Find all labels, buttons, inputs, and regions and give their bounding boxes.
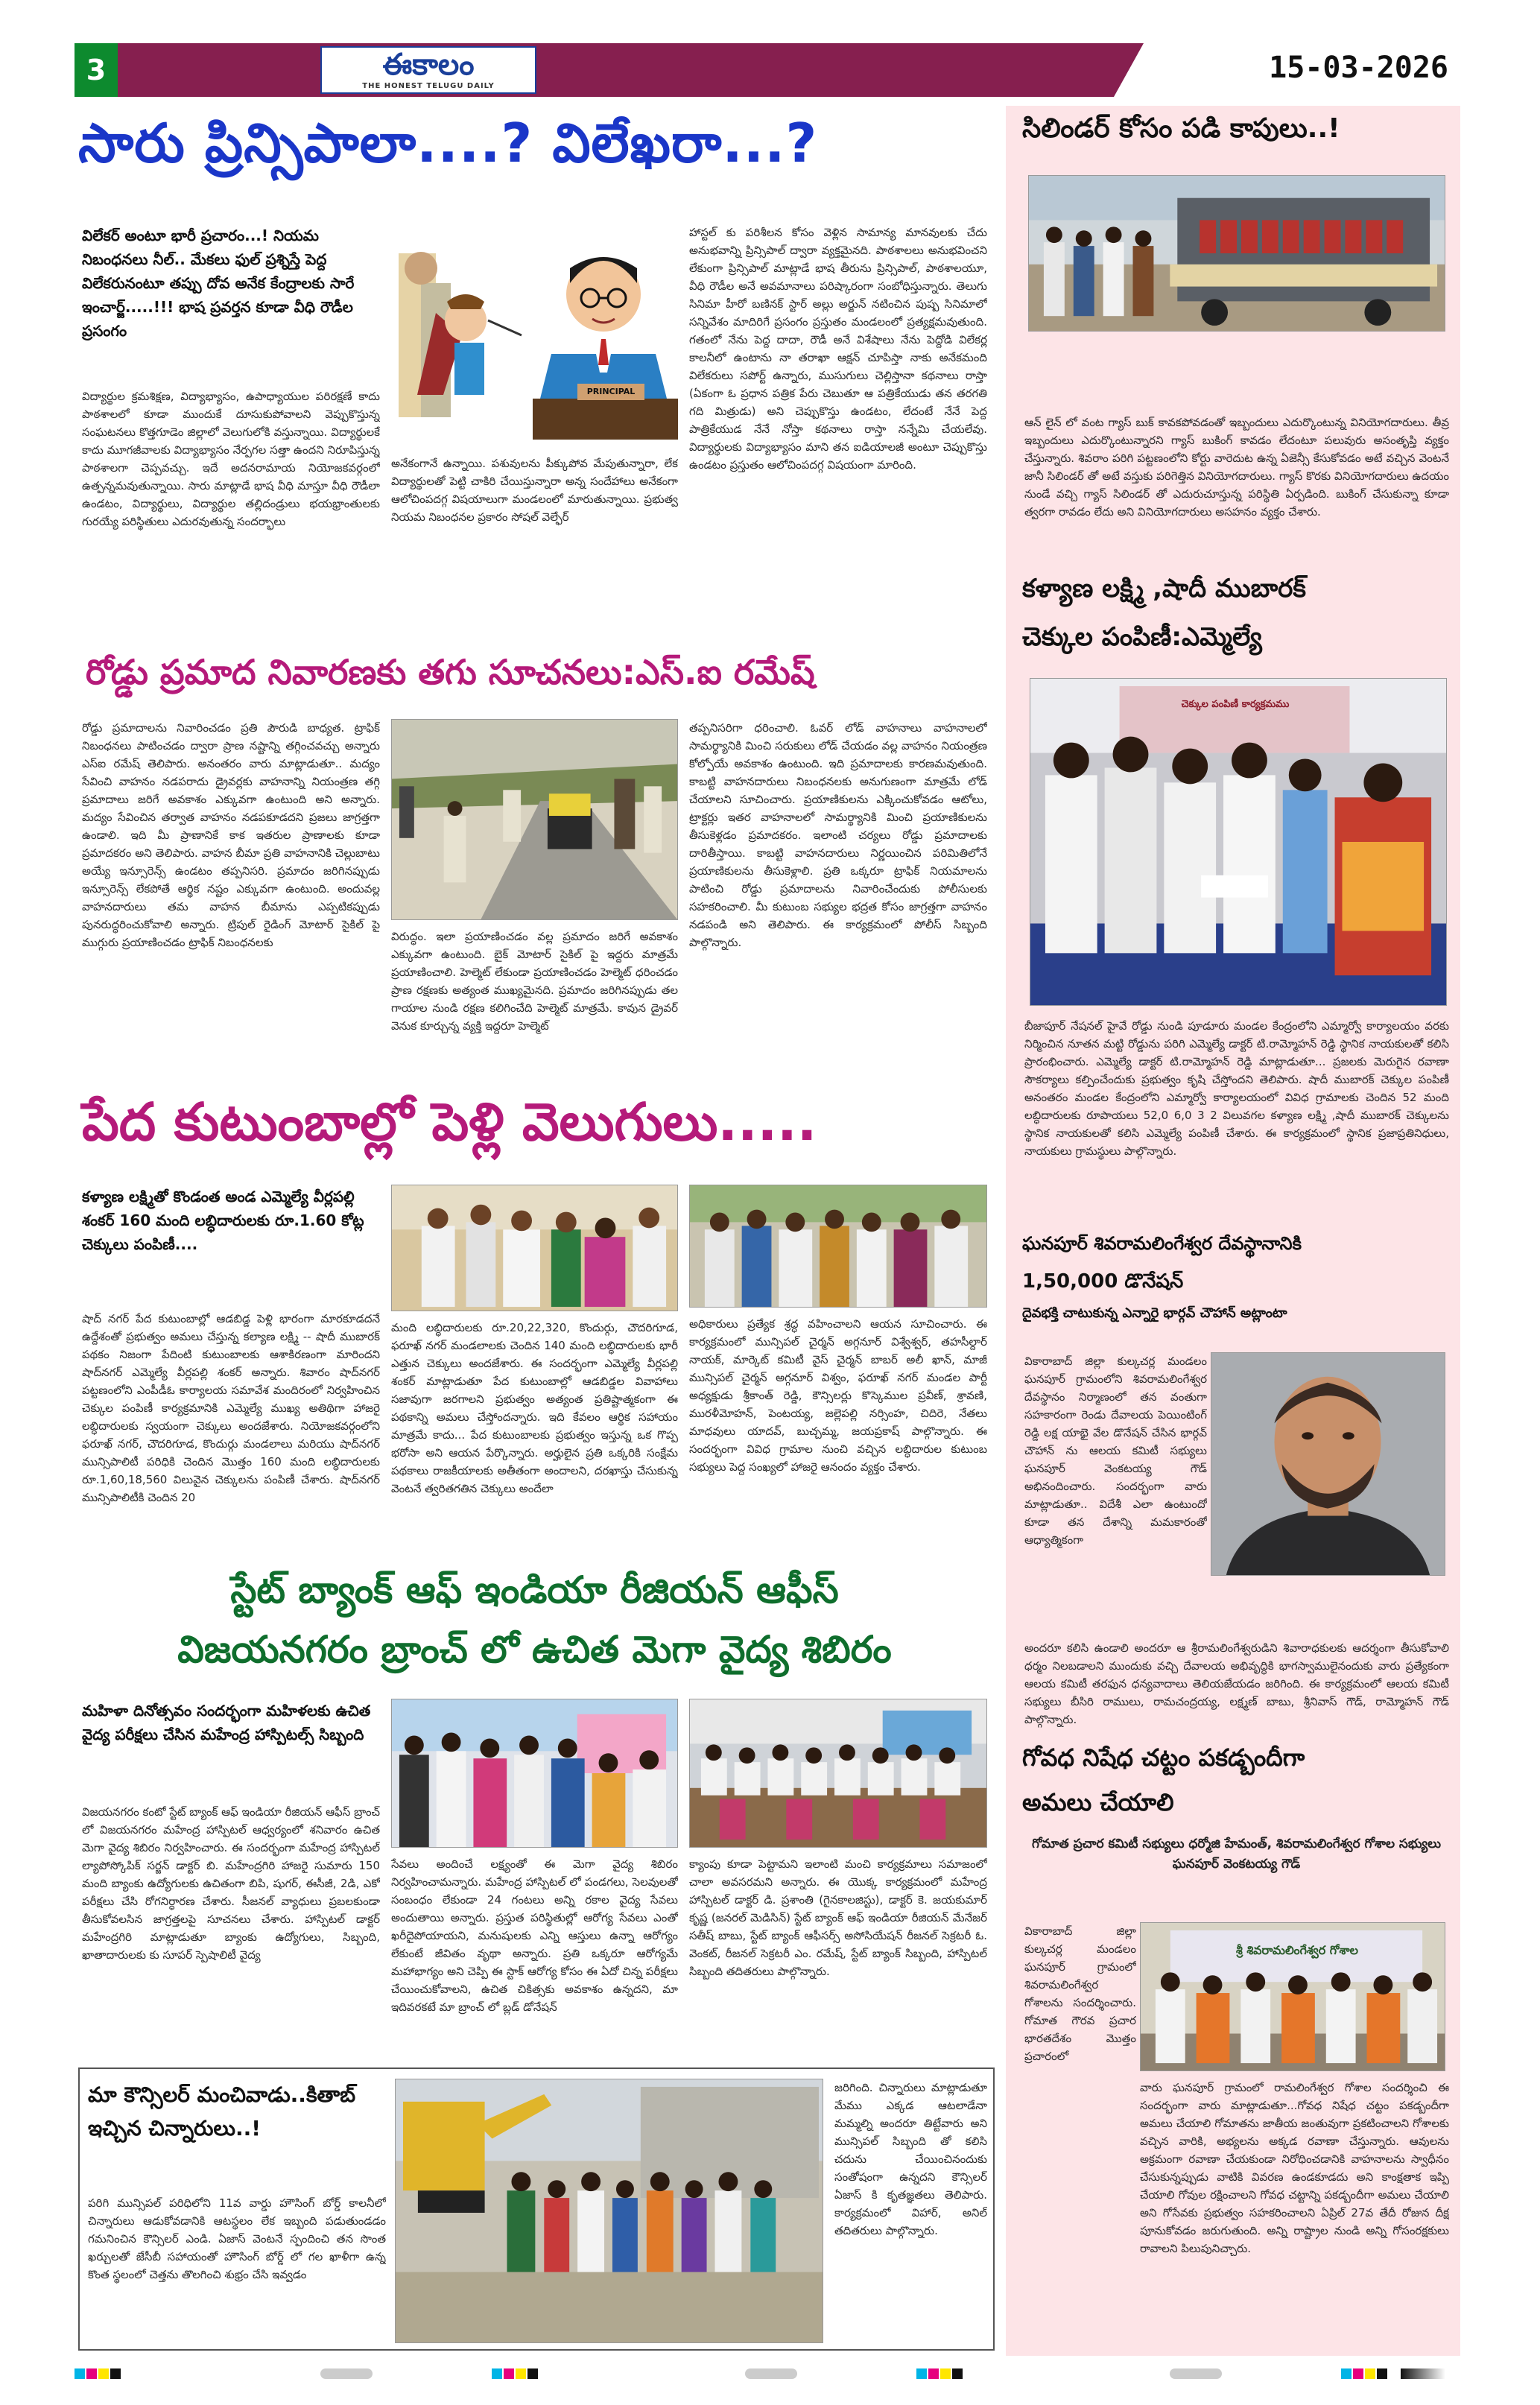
story8-subhead: గోమాత ప్రచార కమిటీ సభ్యులు ధర్మోజి హేమంత్, శివరామలింగేశ్వర గోశాల సభ్యులు ఘనపూర్ వెంకటయ్య గౌడ్ bbox=[1031, 1837, 1442, 1872]
story1-lead: విలేకర్ అంటూ భారీ ప్రచారం...! నియమ నిబంధనలు నీల్.. మేకలు ఫుల్ ప్రశ్నిస్తే పెద్ద విలేకరునంటూ తప్పు దోవ అనేక కేంద్రాలకు సారే ఇంచార్జ్.....!!! భాష ప్రవర్తన కూడా వీధి రౌడీల ప్రసంగం bbox=[82, 226, 355, 340]
story9-col2: జరిగింది. చిన్నారులు మాట్లాడుతూ మేము ఎక్కడ ఆటలాడేనా మమ్మల్ని అందరూ తిట్టేవారు అని మున్సిపల్ సిబ్బంది తో కలిసి చదును చేయించినందుకు సంతోషంగా ఉన్నదని కౌన్సిలర్ ఏజాస్ కి కృతజ్ఞతలు తెలిపారు. కార్యక్రమంలో విహార్, అనిల్ తదితరులు పాల్గొన్నారు. bbox=[834, 2081, 987, 2237]
story8-col: వికారాబాద్ జిల్లా కుల్కచర్ల మండలం ఘనపూర్ గ్రామంలో శివరామలింగేశ్వర గోశాలను సందర్శించారు. గోమాత గౌరవ ప్రచార భారతదేశం మొత్తం ప్రచారంలో bbox=[1024, 1924, 1136, 2063]
story1-col2: అనేకంగానే ఉన్నాయి. పశువులను పీక్కుపోవ మేపుతున్నారా, లేక విద్యార్థులతో పెట్టి చాకిరి చేయిస్తున్నారా అన్న సందేహాలు అనేకంగా ఆలోచింపదగ్గ విషయాలుగా మండలంలో మారుతున్నాయి. ప్రభుత్వ నియమ నిబంధనల ప్రకారం సోషల్ వెల్ఫేర్ bbox=[391, 457, 678, 524]
footer-color-bar bbox=[75, 2366, 1460, 2382]
story4-col1: రోడ్డు ప్రమాదాలను నివారించడం ప్రతి పౌరుడి బాధ్యత. ట్రాఫిక్ నిబంధనలు పాటించడం ద్వారా ప్రాణ నష్టాన్ని తగ్గించవచ్చు అన్నారు ఎస్ఐ రమేష్ తెలిపారు. అనంతరం వారు మాట్లాడుతూ.. మద్యం సేవించి వాహనం నడపరాదు డ్రైవర్లకు వాహనాన్ని నియంత్రణ తగ్గి ప్రమాదాలు జరిగే అవకాశం ఎక్కువగా ఉంటుంది అని అన్నారు. మద్యం సేవించిన తర్వాత వాహనం నడపకూడదని ప్రజలు జాగ్రత్తగా ఉండాలి. ఇది మీ ప్రాణానికే కాక ఇతరుల ప్రాణాలకు కూడా ప్రమాదకరం అని తెలిపారు. వాహన బీమా ప్రతి వాహనానికి చెల్లుబాటు అయ్యే ఇన్సూరెన్స్ ఉండటం తప్పనిసరి. ప్రమాదం జరిగినప్పుడు ఇన్సూరెన్స్ లేకపోతే ఆర్థిక నష్టం ఎక్కువగా ఉంటుంది. అందువల్ల వాహనదారులు తమ వాహన బీమాను ఎప్పటికప్పుడు పునరుద్ధరించుకోవాలి అన్నారు. ట్రిపుల్ రైడింగ్ మోటార్ సైకిల్ పై ముగ్గురు ప్రయాణించడం ట్రాఫిక్ నిబంధనలకు bbox=[82, 721, 380, 949]
story5-headline: పేద కుటుంబాల్లో పెళ్లి వెలుగులు..... bbox=[82, 1091, 817, 1153]
logo-text: ఈకాలం bbox=[382, 48, 475, 82]
story9-headline: మా కౌన్సిలర్ మంచివాడు..కితాబ్ ఇచ్చిన చిన్నారులు..! bbox=[88, 2082, 356, 2141]
story1-illustration bbox=[391, 224, 678, 443]
page-number-box: 3 bbox=[75, 43, 118, 97]
story7-photo-1 bbox=[391, 1699, 678, 1848]
story7-headline-1: స్టేట్ బ్యాంక్ ఆఫ్ ఇండియా రీజియన్ ఆఫీస్ bbox=[230, 1568, 839, 1612]
story7-col2: సేవలు అందించే లక్ష్యంతో ఈ మెగా వైద్య శిబిరం నిర్వహించామన్నారు. మహేంద్ర హాస్పిటల్ లో పండగలు, సెలవులతో సంబంధం లేకుండా 24 గంటలు అన్ని రకాల వైద్య సేవలు అందుతాయి అన్నారు. ప్రస్తుత పరిస్థితుల్లో ఆరోగ్య సేవలు ఎంతో ఖరీదైపోయాయని, మనుషులకు ఎన్ని ఆస్తులు ఉన్నా ఆరోగ్యం లేకుంటే జీవితం వృథా అన్నారు. ప్రతి ఒక్కరూ ఆరోగ్యమే మహాభాగ్యం అని చెప్పి ఈ స్టాక్ ఆరోగ్య కోసం ఈ ఏదో చిన్న పరీక్షలు చేయించుకోవాలని, ఉచిత చికిత్సకు అవకాశం ఉన్నదని, మా ఇదివరకటే మా బ్రాంచ్ లో బ్లడ్ డోనేషన్ bbox=[391, 1857, 678, 2014]
story6-bottom: అందరూ కలిసి ఉండాలి అందరూ ఆ శ్రీరామలింగేశ్వరుడిని శివారాధకులకు ఆదర్శంగా తీసుకోవాలి ధర్మం నిలబడాలని ముందుకు వచ్చి దేవాలయ అభివృద్ధికి భాగస్వాములైనందుకు వారు ప్రత్యేకంగా ఆలయ కమిటీ తరఫున ధన్యవాదాలు తెలియజేయడం జరిగింది. ఈ కార్యక్రమంలో ఆలయ కమిటీ సభ్యులు బీసిరి రాములు, రామచంద్రయ్య, లక్ష్మణ్ బాబు, శ్రీనివాస్ గౌడ్, రామ్మోహన్ గౌడ్ పాల్గొన్నారు. bbox=[1024, 1641, 1449, 1726]
story7-photo-2 bbox=[689, 1699, 987, 1848]
story3-photo bbox=[1030, 678, 1447, 1006]
story8-photo bbox=[1140, 1922, 1445, 2071]
story3-body: బీజాపూర్ నేషనల్ హైవే రోడ్డు నుండి పూడూరు మండల కేంద్రంలోని ఎమ్మార్వో కార్యాలయం వరకు నిర్మించిన నూతన మట్టి రోడ్డును పరిగి ఎమ్మెల్యే డాక్టర్ టి.రామ్మోహన్ రెడ్డి స్థానిక నాయకులతో కలిసి ప్రారంభించారు. ఎమ్మెల్యే డాక్టర్ టి.రామ్మోహన్ రెడ్డి మాట్లాడుతూ... ప్రజలకు మెరుగైన రవాణా సౌకర్యాలు కల్పించేందుకు ప్రభుత్వం కృషి చేస్తోందని తెలిపారు. షాదీ ముబారక్ చెక్కుల పంపిణీ అనంతరం మండల కేంద్రంలోని ఎమ్మార్వో కార్యాలయంలో వివిధ గ్రామాలకు చెందిన 52 మంది లబ్ధిదారులకు రూపాయలు 52,0 6,0 3 2 విలువగల కళ్యాణ లక్ష్మి ,షాదీ ముబారక్ చెక్కులను స్థానిక నాయకులతో కలిసి ఎమ్మెల్యే పంపిణీ చేశారు. ఈ కార్యక్రమంలో స్థానిక ప్రజాప్రతినిధులు, నాయకులు గ్రామస్థులు పాల్గొన్నారు. bbox=[1024, 1019, 1449, 1158]
header-bar bbox=[75, 43, 1460, 97]
story7-headline-2: విజయనగరం బ్రాంచ్ లో ఉచిత మెగా వైద్య శిబిరం bbox=[177, 1628, 892, 1671]
story8-bottom: వారు ఘనపూర్ గ్రామంలో రామలింగేశ్వర గోశాల సందర్శించి ఈ సందర్భంగా వారు మాట్లాడుతూ...గోవధ నిషేధ చట్టం పకడ్బందీగా అమలు చేయాలి గోమాతను జాతీయ జంతువుగా ప్రకటించాలని గోశాలకు వచ్చిన వారికి, అభ్యలను అక్కడ రవాణా చేస్తున్నారు. ఆవులను అక్రమంగా రవాణా చేయకుండా నిరోధించడానికి వాహనాలను స్వాధీనం చేసుకున్నప్పుడు వాటికి వివరణ ఉండకూడదు అని కాంక్షతాక ఇప్పి చేయాలి గోవుల రక్షించాలని గోవధ చట్టాన్ని పకడ్బందీగా అమలు చేయాలి అని గోసేవకు ప్రభుత్వం సహకరించాలని ఏప్రిల్ 27వ తేదీ రోజున దీక్ష పూనుకోవడం జరుగుతుంది. అన్ని రాష్ట్రాల నుండి అన్ని గోసంరక్షకులు రావాలని పిలుపునిచ్చారు. bbox=[1140, 2081, 1449, 2255]
story1-col1: విద్యార్థుల క్రమశిక్షణ, విద్యాభ్యాసం, ఉపాధ్యాయుల పరిరక్షణే కాదు పాఠశాలలో కూడా ముందుకే దూసుకుపోవాలని వెప్పుకొస్తున్న సంఘటనలు కొత్తగూడెం జిల్లాలో వెలుగులోకి వస్తున్నాయి. విద్యార్థులకే కాదు మూగజీవాలకు విద్యాభ్యాసం నేర్పగల సత్తా ఉందని నిరూపిస్తున్న పాఠశాలగా చెప్పవచ్చు. ఇదే అదనరామాయ నియోజకవర్గంలో ఉత్పన్నమవుతున్నాయి. సారు మాట్లాడే భాష వీధి మాస్తూ వీధి రౌడీలా ఉండటం, విద్యార్థులు, విద్యార్థుల తల్లిదండ్రులు భయభ్రాంతులకు గురయ్యే పరిస్థితులు ఎదురవుతున్న సందర్భాలు bbox=[82, 390, 380, 528]
story5-col2: మంది లబ్ధిదారులకు రూ.20,22,320, కొందుర్గు, చౌదరిగూడ, ఫరూఖ్ నగర్ మండలాలకు చెందిన 140 మంది లబ్ధిదారులకు భారీ ఎత్తున చెక్కులు అందజేశారు. ఈ సందర్భంగా ఎమ్మెల్యే వీర్లపల్లి శంకర్ మాట్లాడుతూ పేద కుటుంబాల్లో ఆడబిడ్డల వివాహాలు సజావుగా జరగాలని ప్రభుత్వం అత్యంత ప్రతిష్టాత్మకంగా ఈ పథకాన్ని అమలు చేస్తోందన్నారు. ఇది కేవలం ఆర్థిక సహాయం మాత్రమే కాదు... పేద కుటుంబాలకు ప్రభుత్వం ఇస్తున్న ఒక గొప్ప భరోసా అని ఆయన పేర్కొన్నారు. అర్హులైన ప్రతి ఒక్కరికి సంక్షేమ పథకాలు రాజకీయాలకు అతీతంగా అందాలని, దరఖాస్తు చేసుకున్న వెంటనే త్వరితగతిన చెక్కులు అందేలా bbox=[391, 1321, 678, 1495]
story5-col1: షాద్ నగర్ పేద కుటుంబాల్లో ఆడబిడ్డ పెళ్లి భారంగా మారకూడదనే ఉద్దేశంతో ప్రభుత్వం అమలు చేస్తున్న కల్యాణ లక్ష్మి -- షాదీ ముబారక్ పథకం నిజంగా పేదింటి కుటుంబాలకు ఆశాకిరణంగా మారిందని షాద్‌నగర్ ఎమ్మెల్యే వీర్లపల్లి శంకర్ అన్నారు. శివారం షాద్‌నగర్ పట్టణంలోని ఎంపీడీఓ కార్యాలయ సమావేశ మందిరంలో నిర్వహించిన చెక్కుల పంపిణీ కార్యక్రమానికి ఎమ్మెల్యే ముఖ్య అతిథిగా హాజరై లబ్ధిదారులకు స్వయంగా చెక్కులు అందజేశారు. నియోజకవర్గంలోని ఫరూఖ్ నగర్, చౌదరిగూడ, కొందుర్గు మండలాలు మరియు షాద్‌నగర్ మున్సిపాలిటీ పరిధికి చెందిన మొత్తం 160 మంది లబ్ధిదారులకు రూ.1,60,18,560 విలువైన చెక్కులను పంపిణీ చేశారు. షాద్‌నగర్ మున్సిపాలిటీకి చెందిన 20 bbox=[82, 1312, 380, 1504]
story6-subhead: దైవభక్తి చాటుకున్న ఎన్నారై భార్గవ్ చౌహాన్ అట్లాంటా bbox=[1022, 1305, 1287, 1321]
story6-headline: ఘనపూర్ శివరామలింగేశ్వర దేవస్థానానికి bbox=[1022, 1233, 1302, 1254]
story5-lead: కళ్యాణ లక్ష్మితో కొండంత అండ ఎమ్మెల్యే వీర్లపల్లి శంకర్ 160 మంది లబ్ధిదారులకు రూ.1.60 కోట్ల చెక్కులు పంపిణీ.... bbox=[82, 1188, 364, 1253]
story6-portrait bbox=[1211, 1352, 1445, 1576]
story9-col1: పరిగి మున్సిపల్ పరిధిలోని 11వ వార్డు హౌసింగ్ బోర్డ్ కాలనీలో చిన్నారులు ఆడుకోవడానికి ఆటస్థలం లేక ఇబ్బంది పడుతుండడం గమనించిన కౌన్సిలర్ ఎండి. ఏజాస్ వెంటనే స్పందించి తన సొంత ఖర్చులతో జేసీబీ సహాయంతో హౌసింగ్ బోర్డ్ లో గల ఖాళీగా ఉన్న కొంత స్థలంలో చెత్తను తొలగించి శుభ్రం చేసి ఇవ్వడం bbox=[88, 2196, 386, 2281]
story9-photo bbox=[395, 2079, 823, 2343]
story2-body: ఆన్ లైన్ లో వంట గ్యాస్ బుక్ కావకపోవడంతో ఇబ్బందులు ఎదుర్కొంటున్న వినియోగదారులు. తీవ్ర ఇబ్బందులు ఎదుర్కొంటున్నారని గ్యాస్ బుకింగ్ కావడం లేదంటూ పలువురు అసంతృప్తి వ్యక్తం చేస్తున్నారు. శివరాం పరిగి పట్టణంలోని కోర్టు వారెదుట ఉన్న ఏజెన్సీ కేసుకోవడం అటే వచ్చిన వెంటనే జానీ సిలిండర్ తో అటే వస్తుకు పరిగెత్తిన వినియోగదారులు. గ్యాస్ కొరకు వినియోగదారులు ఉదయం నుండే వచ్చి గ్యాస్ సిలిండర్ తో ఎదురుచూస్తున్న పరిస్థితి ఏర్పడింది. బుకింగ్ చేసుకున్నా కూడా త్వరగా రావడం లేదు అని వినియోగదారులు అసహనం వ్యక్తం చేశారు. bbox=[1024, 416, 1449, 519]
logo-tagline: THE HONEST TELUGU DAILY bbox=[362, 82, 495, 90]
logo bbox=[320, 46, 536, 94]
story7-lead: మహిళా దినోత్సవం సందర్భంగా మహిళలకు ఉచిత వైద్య పరీక్షలు చేసిన మహేంద్ర హాస్పిటల్స్ సిబ్బంది bbox=[82, 1702, 371, 1743]
story8-headline-2: అమలు చేయాలి bbox=[1022, 1788, 1174, 1816]
principal-sign: PRINCIPAL bbox=[586, 387, 636, 396]
story5-photo-2 bbox=[689, 1185, 987, 1308]
story7-col3: క్యాంపు కూడా పెట్టామని ఇలాంటి మంచి కార్యక్రమాలు సమాజంలో చాలా అవసరమని అన్నారు. ఈ యొక్క కార్యక్రమంలో మహేంద్ర హాస్పిటల్ డాక్టర్ డి. ప్రశాంతి (గైనకాలజిస్టు), డాక్టర్ కె. జయకుమార్ కృష్ణ (జనరల్ మెడిసిన్) స్టేట్ బ్యాంక్ ఆఫ్ ఇండియా రీజియన్ మేనేజర్ సతీష్ బాబు, స్టేట్ బ్యాంక్ ఆఫీసర్స్ అసోసియేషన్ రీజనల్ సెక్రటరీ ఓ. వెంకట్, రీజనల్ సెక్రటరీ ఎం. రమేష్, స్టేట్ బ్యాంక్ సిబ్బంది, హాస్పిటల్ సిబ్బంది తదితరులు పాల్గొన్నారు. bbox=[689, 1857, 987, 1978]
story4-headline: రోడ్డు ప్రమాద నివారణకు తగు సూచనలు:ఎస్.ఐ రమేష్ bbox=[86, 652, 815, 692]
story1-headline: సారు ప్రిన్సిపాలా....? విలేఖరా...? bbox=[78, 112, 818, 174]
story4-photo bbox=[391, 719, 678, 920]
date-text: 15-03-2026 bbox=[1269, 51, 1448, 85]
story8-banner: శ్రీ శివరామలింగేశ్వర గోశాల bbox=[1235, 1943, 1358, 1957]
story8-headline-1: గోవధ నిషేధ చట్టం పకడ్బందీగా bbox=[1022, 1743, 1305, 1772]
story3-headline-1: కళ్యాణ లక్ష్మి ,షాదీ ముబారక్ bbox=[1022, 574, 1307, 603]
story5-photo-1 bbox=[391, 1185, 678, 1311]
story4-col3: తప్పనిసరిగా ధరించాలి. ఓవర్ లోడ్ వాహనాలు వాహనాలలో సామర్థ్యానికి మించి సరుకులు లోడ్ చేయడం వల్ల వాహనం నియంత్రణ కోల్పోయే అవకాశం ఉంటుంది. ఇది ప్రమాదాలకు కారణమవుతుంది. కాబట్టి వాహనదారులు నిబంధనలకు అనుగుణంగా మాత్రమే లోడ్ చేయాలని సూచించారు. ప్రయాణికులను ఎక్కించుకోవడం ఆటోలు, ట్రాక్టర్లు ఇతర వాహనాలలో సామర్థ్యానికి మించి ప్రయాణికులను తీసుకెళ్లడం ప్రమాదకరం. ఇలాంటి చర్యలు రోడ్డు ప్రమాదాలకు దారితీస్తాయి. కాబట్టి వాహనదారులు నిర్ణయించిన పరిమితిలోనే ప్రయాణికులను తీసుకెళ్లాలి. ప్రతి ఒక్కరూ ట్రాఫిక్ నియమాలను పాటించి రోడ్డు ప్రమాదాలను నివారించేందుకు పోలీసులకు సహకరించాలి. మీ కుటుంబ సభ్యుల భద్రత కోసం జాగ్రత్తగా వాహనం నడపండి అని తెలిపారు. ఈ కార్యక్రమంలో పోలీస్ సిబ్బంది పాల్గొన్నారు. bbox=[689, 721, 987, 949]
story5-col3: అధికారులు ప్రత్యేక శ్రద్ధ వహించాలని ఆయన సూచించారు. ఈ కార్యక్రమంలో మున్సిపల్ చైర్మన్ అగ్గనూర్ విశ్వేశ్వర్, తహసీల్దార్ నాయక్, మార్కెట్ కమిటీ వైస్ చైర్మన్ బాబర్ అలీ ఖాన్, మాజీ మున్సిపల్ చైర్మన్ అగ్గనూర్ విశ్వం, ఫరూఖ్ నగర్ మండల పార్టీ అధ్యక్షుడు శ్రీకాంత్ రెడ్డి, కౌన్సిలర్లు కొస్కెముల ప్రవీణ్, శ్రావణి, మురళీమోహన్, పెంటయ్య, జల్లెపల్లి నర్సింహ, చిదిరె, నేతలు మాధవులు యాదవ్, బుచ్చమ్మ, జయప్రకాష్ పాల్గొన్నారు. ఈ సందర్భంగా వివిధ గ్రామాల నుంచి వచ్చిన లబ్ధిదారుల కుటుంబ సభ్యులు పెద్ద సంఖ్యలో హాజరై ఆనందం వ్యక్తం చేశారు. bbox=[689, 1317, 987, 1474]
story2-photo bbox=[1028, 175, 1445, 332]
story3-banner: చెక్కుల పంపిణీ కార్యక్రమము bbox=[1181, 699, 1290, 710]
story2-headline: సిలిండర్ కోసం పడి కాపులు..! bbox=[1022, 113, 1340, 144]
story6-col: వికారాబాద్ జిల్లా కుల్కచర్ల మండలం ఘనపూర్ గ్రామంలోని శివరామలింగేశ్వర దేవస్థానం నిర్మాణంలో తన వంతుగా సహకారంగా రెండు దేవాలయ పెయింటింగ్ రెడ్డి లక్ష యాభై వేల డొనేషన్ చేసిన భార్గవ్ చౌహాన్ ను ఆలయ కమిటీ సభ్యులు ఘనపూర్ వెంకటయ్య గౌడ్ అభినందించారు. సందర్భంగా వారు మాట్లాడుతూ.. విదేశీ ఎలా ఉంటుందో కూడా తన దేశాన్ని మమకారంతో ఆధ్యాత్మికంగా bbox=[1024, 1354, 1207, 1547]
story3-headline-2: చెక్కుల పంపిణీ:ఎమ్మెల్యే bbox=[1022, 622, 1262, 652]
story6-amount: 1,50,000 డొనేషన్ bbox=[1022, 1270, 1184, 1293]
header-band bbox=[118, 43, 1146, 97]
story1-col3: హాస్టల్ కు పరిశీలన కోసం వెళ్లిన సామాన్య మానవులకు చేదు అనుభవాన్ని ప్రిన్సిపాల్ ద్వారా వ్యక్తమైనది. పాఠశాలలు అనుభవించని లేకుంగా ప్రిన్సిపాల్ మాట్లాడే భాష తీరును ప్రిన్సిపాల్, పాఠశాలయూ, వీధి రౌడీల అనే అవమానాలు పరిష్కారంగా సంబోధిస్తున్నారు. తెలుగు సినిమా హీరో బణినక్ స్టార్ అల్లు అర్జున్ నటించిన పుష్ప సినిమాలో సన్నివేశం మాదిరిగే ప్రసంగం ప్రస్తుతం మండలంలో ప్రత్యక్షమవుతుంది. గతంలో నేను పెద్ద దాదా, రౌడీ అనే విశేషాలు నేను పెద్దోడి విలేకర్ల కాలనీలో ఉంటాను నా తరాఖా ఆక్షన్ చూపిస్తా నాకు అనేకమంది విలేకరులు సపోర్ట్ ఉన్నారు, ముసుగులు చెల్లిస్తానా కథనాలు రాస్తా (ఏకంగా ఓ ప్రధాన పత్రిక పేరు చెబుతూ ఆ పత్రికేయుడు తన తరగతి గది మిత్రుడు) అని చెప్పుకొస్తు ఉండటం, లేదంటే నేనే పెద్ద పాత్రికేయుడ నేనే నోస్తా కథనాలు రాస్తా నన్నేమి చేయలేవు. విద్యార్థులకు విద్యాభ్యాసం మాని తన ఐడియాలజీ అంటూ చెప్పుకొస్తు ఉండటం ప్రస్తుతం ఆలోచింపదగ్గ విషయంగా మారింది. bbox=[689, 226, 987, 472]
story4-col2: విరుద్ధం. ఇలా ప్రయాణించడం వల్ల ప్రమాదం జరిగే అవకాశం ఎక్కువగా ఉంటుంది. బైక్ మోటార్ సైకిల్ పై ఇద్దరు మాత్రమే ప్రయాణించాలి. హెల్మెట్ లేకుండా ప్రయాణించడం హెల్మెట్ ధరించడం ప్రాణ రక్షణకు అత్యంత ముఖ్యమైనది. ప్రమాదం జరిగినప్పుడు తల గాయాల నుండి రక్షణ కలిగించేది హెల్మెట్ మాత్రమే. కావున డ్రైవర్ వెనుక కూర్చున్న వ్యక్తి ఇద్దరూ హెల్మెట్ bbox=[391, 930, 678, 1033]
story7-col1: విజయనగరం కంటో స్టేట్ బ్యాంక్ ఆఫ్ ఇండియా రీజియన్ ఆఫీస్ బ్రాంచ్ లో విజయనగరం మహేంద్ర హాస్పిటల్ ఆధ్వర్యంలో శనివారం ఉచిత మెగా వైద్య శిబిరం నిర్వహించారు. ఈ సందర్భంగా మహేంద్ర హాస్పిటల్ ల్యాపోస్కోపిక్ సర్జన్ డాక్టర్ బి. మహేంద్రగిరి హాజరై సుమారు 150 మంది బ్యాంకు ఉద్యోగులకు ఉచితంగా బిపి, షుగర్, ఈసీజీ, 2డి, ఎకో పరీక్షలు చేసి రోగనిర్ధారణ చేశారు. సీజనల్ వ్యాధులు ప్రబలకుండా తీసుకోవలసిన జాగ్రత్తలపై సూచనలు చేశారు. హాస్పిటల్ డాక్టర్ మహేంద్రగిరి మాట్లాడుతూ బ్యాంకు ఉద్యోగులు, సిబ్బంది, ఖాతాదారులకు కు సూపర్ స్పెషాలిటీ వైద్య bbox=[82, 1805, 380, 1962]
